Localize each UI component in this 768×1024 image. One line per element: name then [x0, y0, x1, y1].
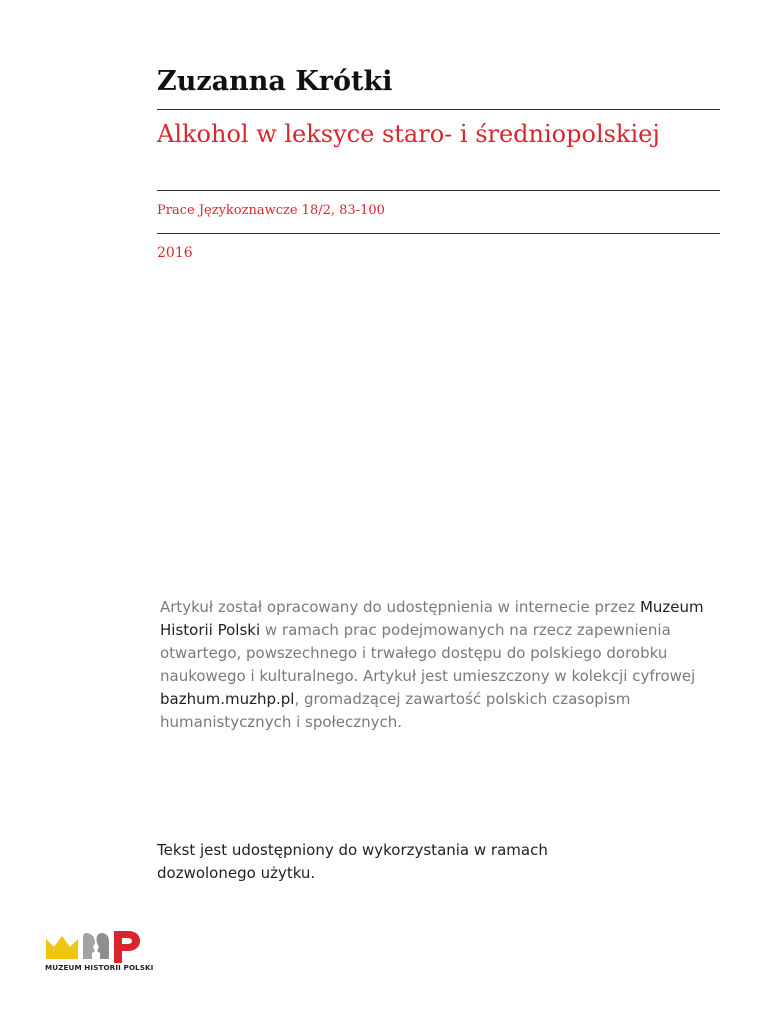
divider-1	[157, 109, 720, 110]
availability-notice	[160, 596, 720, 734]
publication-year: 2016	[157, 245, 193, 261]
institution-name: Muzeum Historii Polski	[160, 598, 704, 639]
collection-link[interactable]: bazhum.muzhp.pl	[160, 690, 295, 708]
author-name: Zuzanna Krótki	[157, 66, 393, 97]
logo-caption: MUZEUM HISTORII POLSKI	[45, 963, 154, 972]
divider-2	[157, 190, 720, 191]
article-title: Alkohol w leksyce staro- i średniopolskiej	[157, 120, 660, 148]
logo-p-icon	[114, 931, 140, 963]
notice-text-2: w ramach prac podejmowanych na rzecz zapewnienia otwartego, powszechnego i trwałego dostępu do polskiego dorobku naukowego i kulturalnego. Artykuł jest umieszczony w kolekcji cyfrowej	[160, 621, 696, 685]
notice-text-3: , gromadzącej zawartość polskich czasopism humanistycznych i społecznych.	[160, 690, 631, 731]
notice-text-1: Artykuł został opracowany do udostępnienia w internecie przez	[160, 598, 640, 616]
divider-3	[157, 233, 720, 234]
logo-h-profiles-icon	[83, 933, 109, 959]
logo-m-crown-icon	[46, 936, 78, 959]
license-notice: Tekst jest udostępniony do wykorzystania w ramach dozwolonego użytku.	[157, 841, 548, 882]
journal-source: Prace Językoznawcze 18/2, 83-100	[157, 203, 385, 218]
